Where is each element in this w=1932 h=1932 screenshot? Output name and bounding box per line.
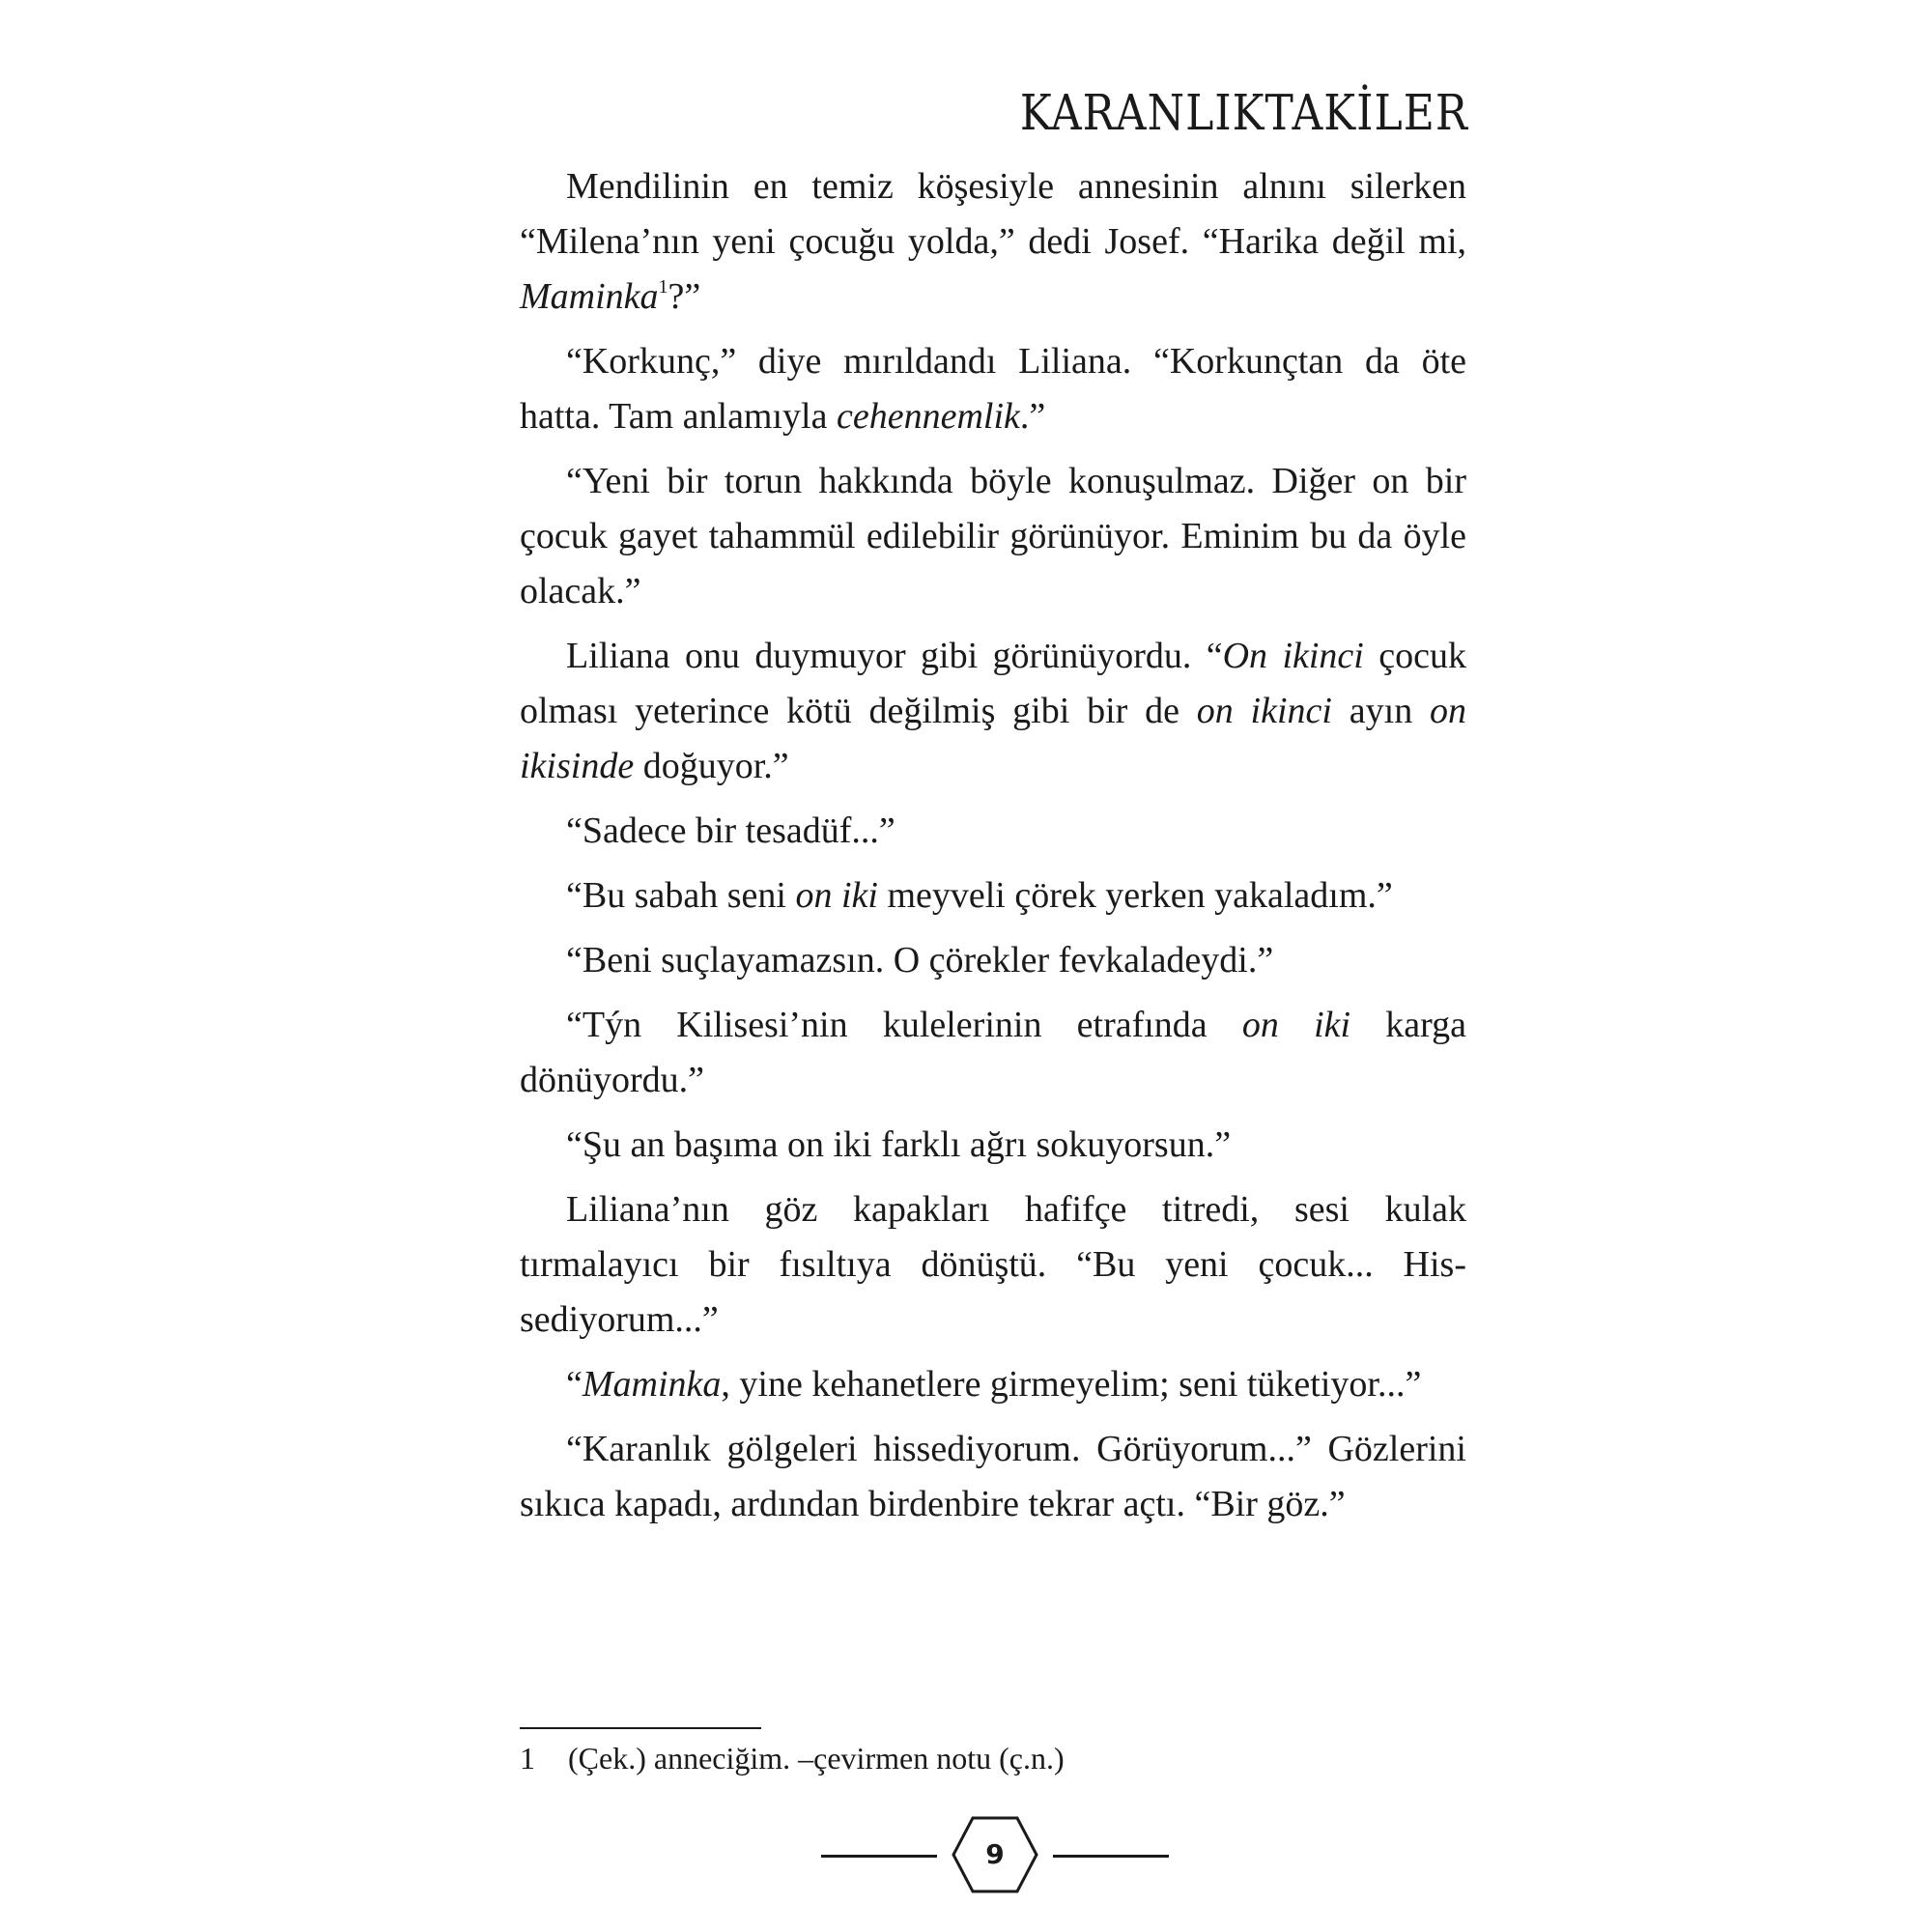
emphasis-text: cehennemlik — [836, 396, 1020, 437]
emphasis-text: On ikinci — [1222, 636, 1364, 676]
text-run: çocuk olması yeterince kötü değilmiş gibi bir de — [520, 636, 1466, 731]
text-run: Liliana’nın göz kapakları hafifçe titredi, sesi kulak tırmalayıcı bir fısıltıya dönüştü. “Bu yeni çocuk... Hissediyorum...” — [520, 1189, 1466, 1340]
text-run: “Bu sabah seni — [566, 875, 796, 916]
paragraph — [520, 1422, 1466, 1532]
paragraph — [520, 159, 1466, 325]
emphasis-text: on iki — [1241, 1005, 1351, 1045]
text-run: meyveli çörek yerken yakaladım.” — [877, 875, 1393, 916]
paragraph — [520, 454, 1466, 619]
text-run: ayın — [1331, 691, 1430, 731]
text-run: “Şu an başıma on iki farklı ağrı sokuyorsun.” — [566, 1124, 1232, 1165]
text-run: .” — [1019, 396, 1046, 437]
text-run: doğuyor.” — [634, 746, 789, 786]
text-run: “Týn Kilisesi’nin kulelerinin etrafında — [566, 1005, 1242, 1045]
emphasis-text: on ikisinde — [520, 691, 1466, 786]
text-run: Mendilinin en temiz köşesiyle annesinin alnını silerken “Milena’nın yeni çocuğu yolda,” dedi Josef. “Harika değil mi, — [520, 166, 1466, 262]
text-run: ?” — [668, 276, 701, 317]
footnote — [520, 1737, 1065, 1779]
emphasis-text: on iki — [795, 875, 878, 916]
paragraph — [520, 334, 1466, 444]
text-run: “ — [566, 1364, 582, 1405]
footnote-number: 1 — [520, 1741, 535, 1776]
footnote-divider — [520, 1727, 761, 1729]
page-number: 9 — [985, 1838, 1005, 1870]
text-run: “Sadece bir tesadüf...” — [566, 810, 895, 851]
paragraph — [520, 998, 1466, 1108]
paragraph — [520, 868, 1466, 923]
text-run: “Korkunç,” diye mırıldandı Liliana. “Korkunçtan da öte hatta. Tam anlamıyla — [520, 341, 1466, 437]
footnote-marker: 1 — [658, 276, 668, 298]
footnote-text: (Çek.) anneciğim. –çevirmen notu (ç.n.) — [568, 1741, 1065, 1776]
paragraph — [520, 629, 1466, 794]
emphasis-text: Maminka — [520, 276, 659, 317]
text-run: Liliana onu duymuyor gibi görünüyordu. “ — [566, 636, 1223, 676]
paragraph — [520, 1357, 1466, 1412]
paragraph — [520, 1118, 1466, 1173]
paragraph — [520, 933, 1466, 988]
folio-rule-right — [1053, 1855, 1169, 1858]
folio-rule-left — [821, 1855, 937, 1858]
text-run: “Yeni bir torun hakkında böyle konuşulmaz. Diğer on bir çocuk gayet tahammül edilebilir görünüyor. Eminim bu da öyle olacak.” — [520, 461, 1466, 611]
page-folio — [821, 1816, 1169, 1893]
text-run: karga dönüyordu.” — [520, 1005, 1467, 1100]
paragraph — [520, 804, 1466, 859]
emphasis-text: Maminka — [582, 1364, 722, 1405]
text-run: , yine kehanetlere girmeyelim; seni tüketiyor...” — [721, 1364, 1422, 1405]
body-text — [520, 159, 1466, 1542]
text-run: “Beni suçlayamazsın. O çörekler fevkaladeydi.” — [566, 940, 1274, 980]
paragraph — [520, 1182, 1466, 1348]
running-head: KARANLIKTAKİLER — [1019, 85, 1468, 142]
text-run: “Karanlık gölgeleri hissediyorum. Görüyorum...” Gözlerini sıkıca kapadı, ardından birdenbire tekrar açtı. “Bir göz.” — [520, 1429, 1466, 1524]
emphasis-text: on ikinci — [1196, 691, 1332, 731]
